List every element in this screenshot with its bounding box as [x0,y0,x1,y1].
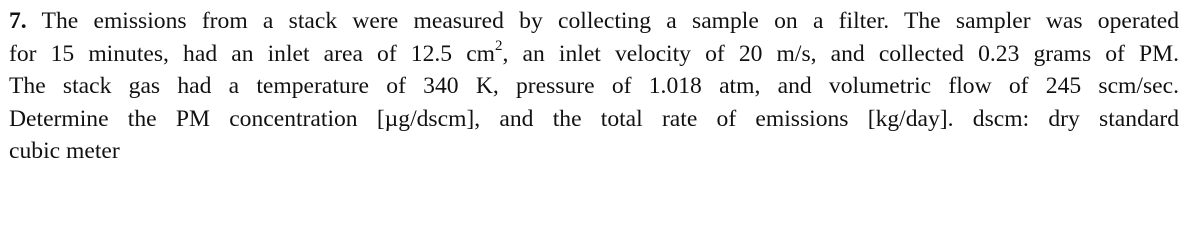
problem-line-3: The stack gas had a temperature of 340 K, pressure of 1.018 atm, and volumetric flow of 245 scm/sec. [9,73,1179,99]
problem-line-2-text-b: , an inlet velocity of 20 m/s, and collected 0.23 grams of PM. [502,40,1180,67]
problem-line-1 [9,5,1179,38]
problem-number: 7. [9,8,27,34]
problem-line-4: Determine the PM concentration [µg/dscm], and the total rate of emissions [kg/day]. dscm: dry standard [9,105,1179,132]
problem-line-1-text: The emissions from a stack were measured by collecting a sample on a filter. The sampler was operated [41,8,1179,34]
problem-line-2 [9,38,1179,71]
superscript-2: 2 [495,37,503,54]
problem-line-2-text-a: for 15 minutes, had an inlet area of 12.5 cm [9,40,496,67]
problem-text [9,5,1179,168]
problem-line-5: cubic meter [9,138,120,164]
